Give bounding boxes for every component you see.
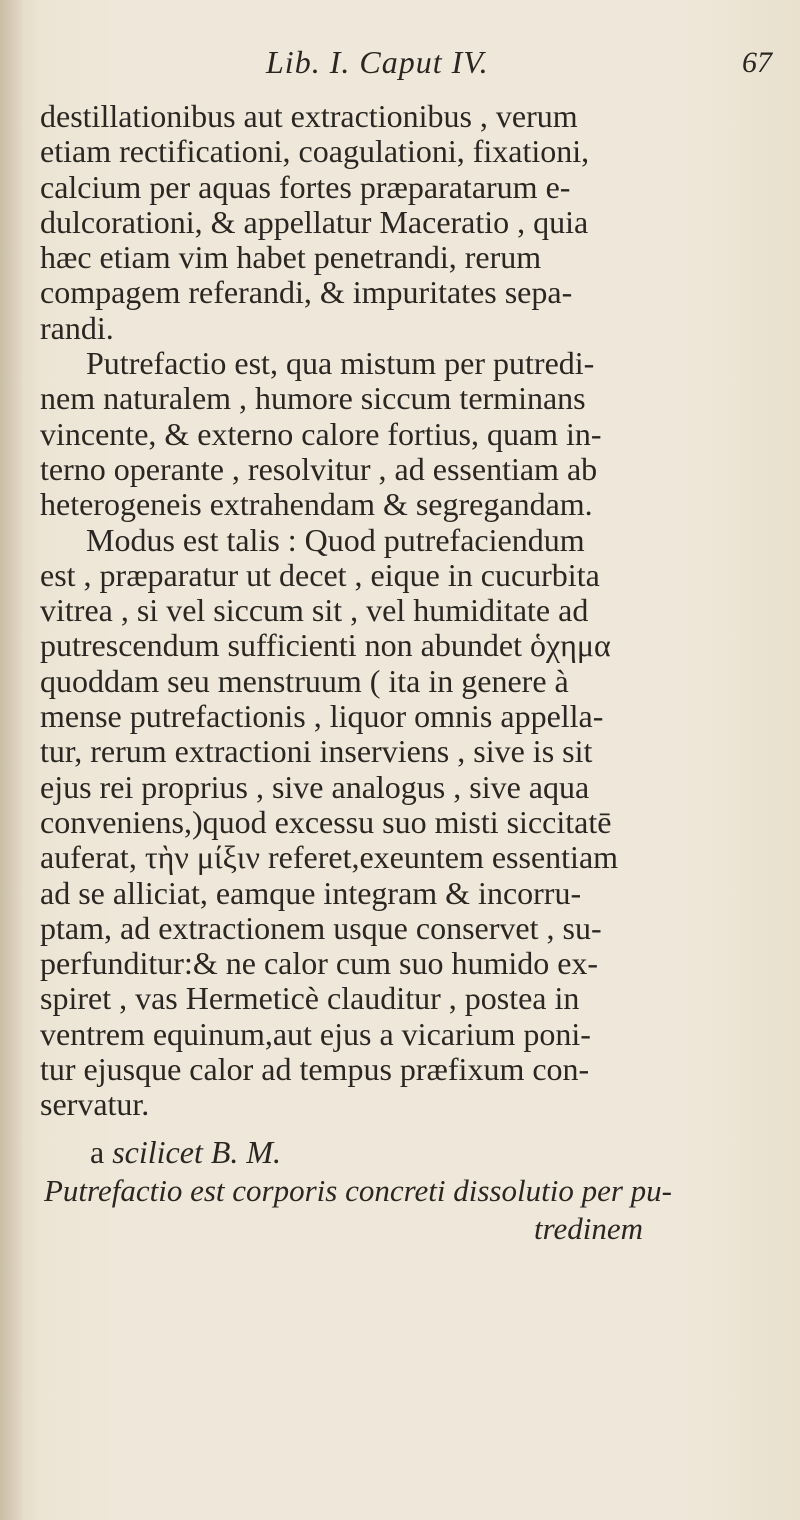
text-line: randi.	[40, 309, 114, 346]
main-text	[40, 99, 780, 1170]
page-number: 67	[742, 46, 772, 79]
text-line: vincente, & externo calore fortius, quam in-	[40, 415, 602, 452]
text-line: putrescendum sufficienti non abundet ὁχημα	[40, 627, 611, 664]
text-line: calcium per aquas fortes præparatarum e-	[40, 168, 571, 205]
text-line: hæc etiam vim habet penetrandi, rerum	[40, 239, 542, 276]
text-line: tur, rerum extractioni inserviens , sive is sit	[40, 733, 593, 770]
text-line: heterogeneis extrahendam & segregandam.	[40, 486, 593, 523]
footnote-letter: a	[90, 1133, 105, 1170]
text-line: vitrea , si vel siccum sit , vel humiditate ad	[40, 592, 589, 629]
text-line: terno operante , resolvitur , ad essentiam ab	[40, 450, 598, 487]
text-line: dulcorationi, & appellatur Maceratio , quia	[40, 203, 589, 240]
text-line: ad se alliciat, eamque integram & incorru-	[40, 874, 582, 911]
footnote-marker	[40, 1135, 780, 1170]
text-line: Putrefactio est, qua mistum per putredi-	[86, 345, 595, 382]
text-line: ventrem equinum,aut ejus a vicarium poni-	[40, 1015, 591, 1052]
definition-note	[44, 1172, 764, 1248]
text-line: Modus est talis : Quod putrefaciendum	[86, 521, 585, 558]
text-line: mense putrefactionis , liquor omnis appella-	[40, 698, 604, 735]
text-line: ptam, ad extractionem usque conservet , su-	[40, 909, 602, 946]
binding-gutter	[0, 0, 22, 1520]
text-line: perfunditur:& ne calor cum suo humido ex-	[40, 945, 599, 982]
text-line: etiam rectificationi, coagulationi, fixationi,	[40, 133, 590, 170]
text-line: spiret , vas Hermeticè clauditur , postea in	[40, 980, 580, 1017]
note-line: tredinem	[534, 1211, 644, 1246]
text-line: quoddam seu menstruum ( ita in genere à	[40, 662, 569, 699]
note-line: Putrefactio est corporis concreti dissolutio per pu-	[44, 1173, 672, 1208]
text-line: destillationibus aut extractionibus , verum	[40, 98, 578, 134]
footnote-text: scilicet B. M.	[112, 1133, 282, 1170]
text-line: tur ejusque calor ad tempus præfixum con-	[40, 1051, 590, 1088]
text-line: servatur.	[40, 1086, 150, 1123]
page-header	[0, 44, 800, 94]
text-line: ejus rei proprius , sive analogus , sive aqua	[40, 768, 590, 805]
text-line: conveniens,)quod excessu suo misti siccitatē	[40, 803, 612, 840]
text-line: auferat, τὴν μίξιν referet,exeuntem essentiam	[40, 839, 619, 876]
text-line: est , præparatur ut decet , eique in cucurbita	[40, 556, 600, 593]
text-line: nem naturalem , humore siccum terminans	[40, 380, 586, 417]
running-head: Lib. I. Caput IV.	[266, 44, 489, 80]
text-line: compagem referandi, & impuritates sepa-	[40, 274, 573, 311]
